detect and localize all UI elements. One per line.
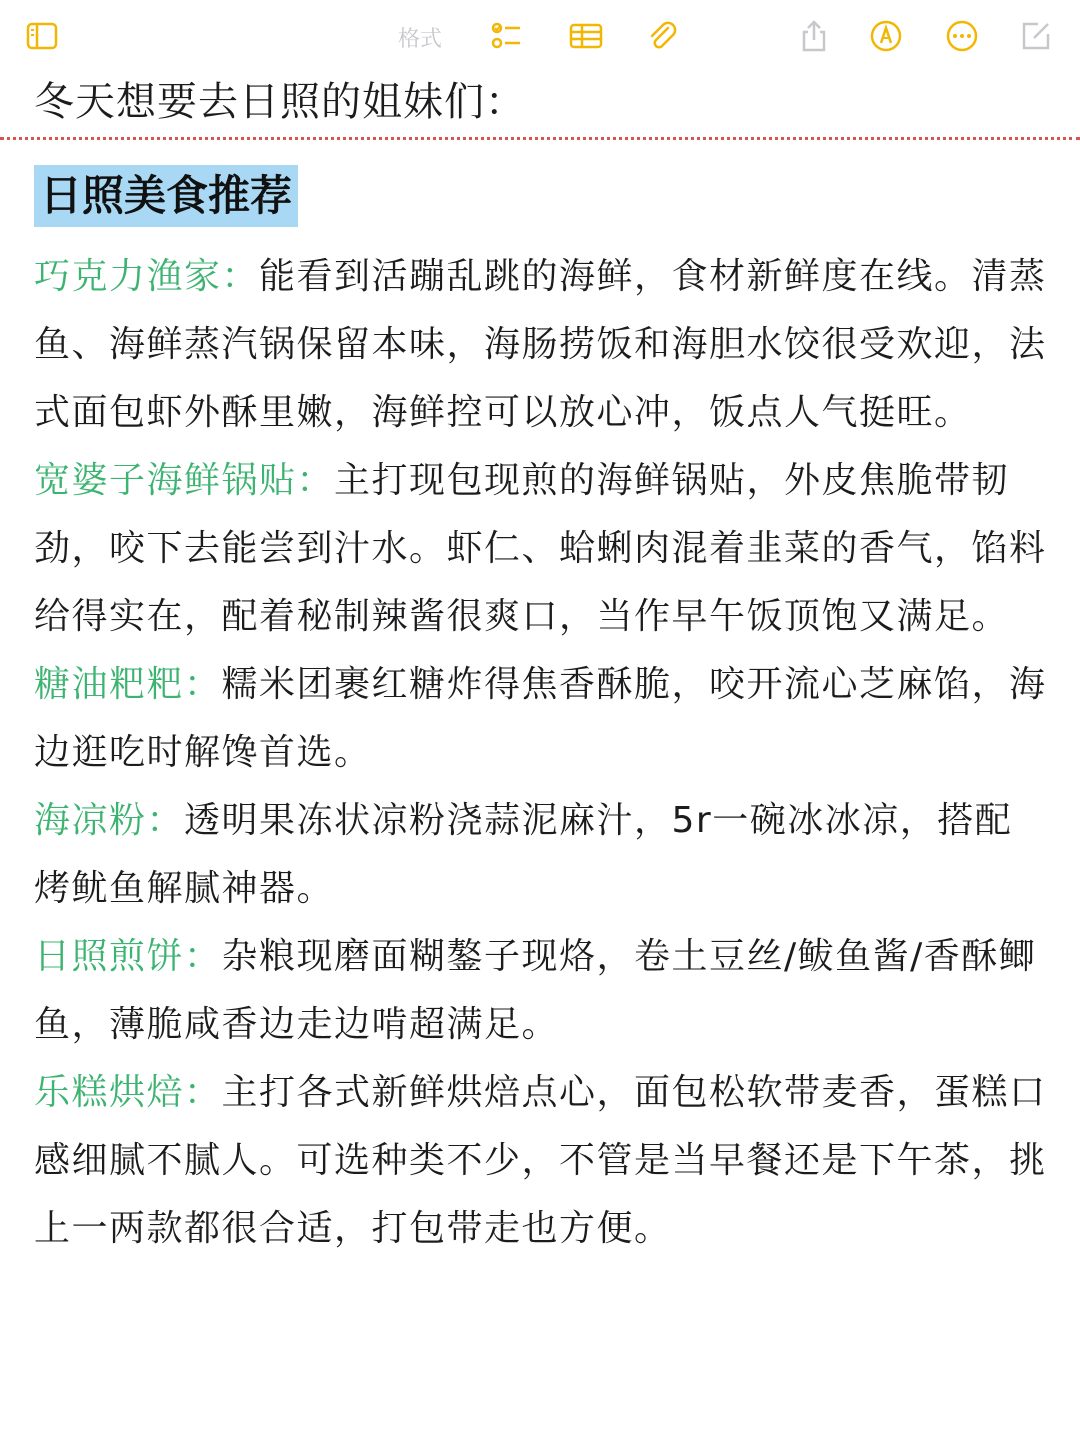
food-entry bbox=[34, 1059, 1048, 1263]
title-separator bbox=[0, 137, 1080, 140]
food-name: 日照煎饼： bbox=[34, 936, 222, 977]
food-entry bbox=[34, 651, 1048, 787]
share-icon[interactable] bbox=[792, 14, 836, 58]
food-description: 杂粮现磨面糊鏊子现烙，卷土豆丝/鲅鱼酱/香酥鲫鱼，薄脆咸香边走边啃超满足。 bbox=[34, 936, 1037, 1045]
food-name: 巧克力渔家： bbox=[34, 256, 260, 297]
sidebar-icon[interactable] bbox=[20, 14, 64, 58]
note-body[interactable] bbox=[34, 243, 1048, 1263]
notes-toolbar bbox=[0, 0, 1080, 72]
format-button[interactable]: 格式 bbox=[398, 27, 443, 52]
more-icon[interactable] bbox=[940, 14, 984, 58]
food-description: 能看到活蹦乱跳的海鲜，食材新鲜度在线。清蒸鱼、海鲜蒸汽锅保留本味，海肠捞饭和海胆水饺很受欢迎，法式面包虾外酥里嫩，海鲜控可以放心冲，饭点人气挺旺。 bbox=[34, 256, 1047, 433]
food-description: 透明果冻状凉粉浇蒜泥麻汁，5r一碗冰冰凉，搭配烤鱿鱼解腻神器。 bbox=[34, 800, 1013, 909]
food-name: 乐糕烘焙： bbox=[34, 1072, 222, 1113]
food-name: 海凉粉： bbox=[34, 800, 185, 841]
compose-icon[interactable] bbox=[1014, 14, 1058, 58]
food-entry bbox=[34, 243, 1048, 447]
markup-icon[interactable] bbox=[864, 14, 908, 58]
food-entry bbox=[34, 923, 1048, 1059]
table-icon[interactable] bbox=[564, 14, 608, 58]
attachment-icon[interactable] bbox=[640, 14, 684, 58]
food-name: 糖油粑粑： bbox=[34, 664, 222, 705]
food-entry bbox=[34, 447, 1048, 651]
section-heading[interactable]: 日照美食推荐 bbox=[34, 165, 298, 227]
food-description: 糯米团裹红糖炸得焦香酥脆，咬开流心芝麻馅，海边逛吃时解馋首选。 bbox=[34, 664, 1047, 773]
checklist-icon[interactable] bbox=[484, 14, 528, 58]
food-description: 主打现包现煎的海鲜锅贴，外皮焦脆带韧劲，咬下去能尝到汁水。虾仁、蛤蜊肉混着韭菜的香气，馅料给得实在，配着秘制辣酱很爽口，当作早午饭顶饱又满足。 bbox=[34, 460, 1047, 637]
note-title[interactable]: 冬天想要去日照的姐妹们： bbox=[34, 79, 526, 125]
food-description: 主打各式新鲜烘焙点心，面包松软带麦香，蛋糕口感细腻不腻人。可选种类不少，不管是当早餐还是下午茶，挑上一两款都很合适，打包带走也方便。 bbox=[34, 1072, 1047, 1249]
food-entry bbox=[34, 787, 1048, 923]
food-name: 宽婆子海鲜锅贴： bbox=[34, 460, 335, 501]
